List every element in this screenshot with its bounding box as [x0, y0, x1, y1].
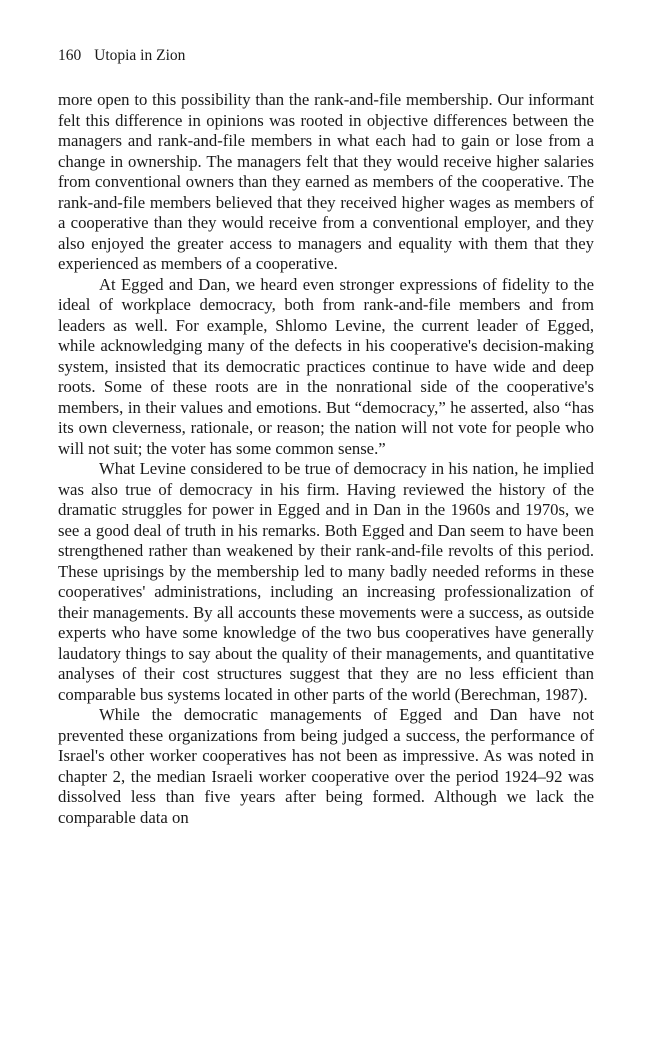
body-text — [58, 90, 594, 828]
paragraph: While the democratic managements of Egged and Dan have not prevented these organizations from being judged a success, the performance of Israel's other worker cooperatives has not been as impressive. As was noted in chapter 2, the median Israeli worker cooperative over the period 1924–92 was dissolved less than five years after being formed. Although we lack the comparable data on — [58, 705, 594, 827]
page-number: 160 — [58, 47, 82, 64]
paragraph: What Levine considered to be true of democracy in his nation, he implied was also true of democracy in his firm. Having reviewed the history of the dramatic struggles for power in Egged and in Dan in the 1960s and 1970s, we see a good deal of truth in his remarks. Both Egged and Dan seem to have been strengthened rather than weakened by their rank-and-file revolts of this period. These uprisings by the membership led to many badly needed reforms in these cooperatives' administrations, including an increasing professionalization of their managements. By all accounts these movements were a success, as outside experts who have some knowledge of the two bus cooperatives have generally laudatory things to say about the quality of their managements, and quantitative analyses of their cost structures suggest that they are no less efficient than comparable bus systems located in other parts of the world (Berechman, 1987). — [58, 459, 594, 704]
paragraph-continued: more open to this possibility than the rank-and-file membership. Our informant felt this difference in opinions was rooted in objective differences between the managers and rank-and-file members in what each had to gain or lose from a change in ownership. The managers felt that they would receive higher salaries from conventional owners than they earned as members of the cooperative. The rank-and-file members believed that they received higher wages as members of a cooperative than they would receive from a conventional employer, and they also enjoyed the greater access to managers and equality with them that they experienced as members of a cooperative. — [58, 90, 594, 273]
paragraph: At Egged and Dan, we heard even stronger expressions of fidelity to the ideal of workplace democracy, both from rank-and-file members and from leaders as well. For example, Shlomo Levine, the current leader of Egged, while acknowledging many of the defects in his cooperative's decision-making system, insisted that its democratic practices continue to have wide and deep roots. Some of these roots are in the nonrational side of the cooperative's members, in their values and emotions. But “democracy,” he asserted, also “has its own cleverness, rationale, or reason; the nation will not vote for people who will not suit; the voter has some common sense.” — [58, 274, 594, 458]
book-page — [58, 46, 594, 828]
running-title: Utopia in Zion — [94, 47, 186, 64]
running-head — [58, 46, 594, 66]
